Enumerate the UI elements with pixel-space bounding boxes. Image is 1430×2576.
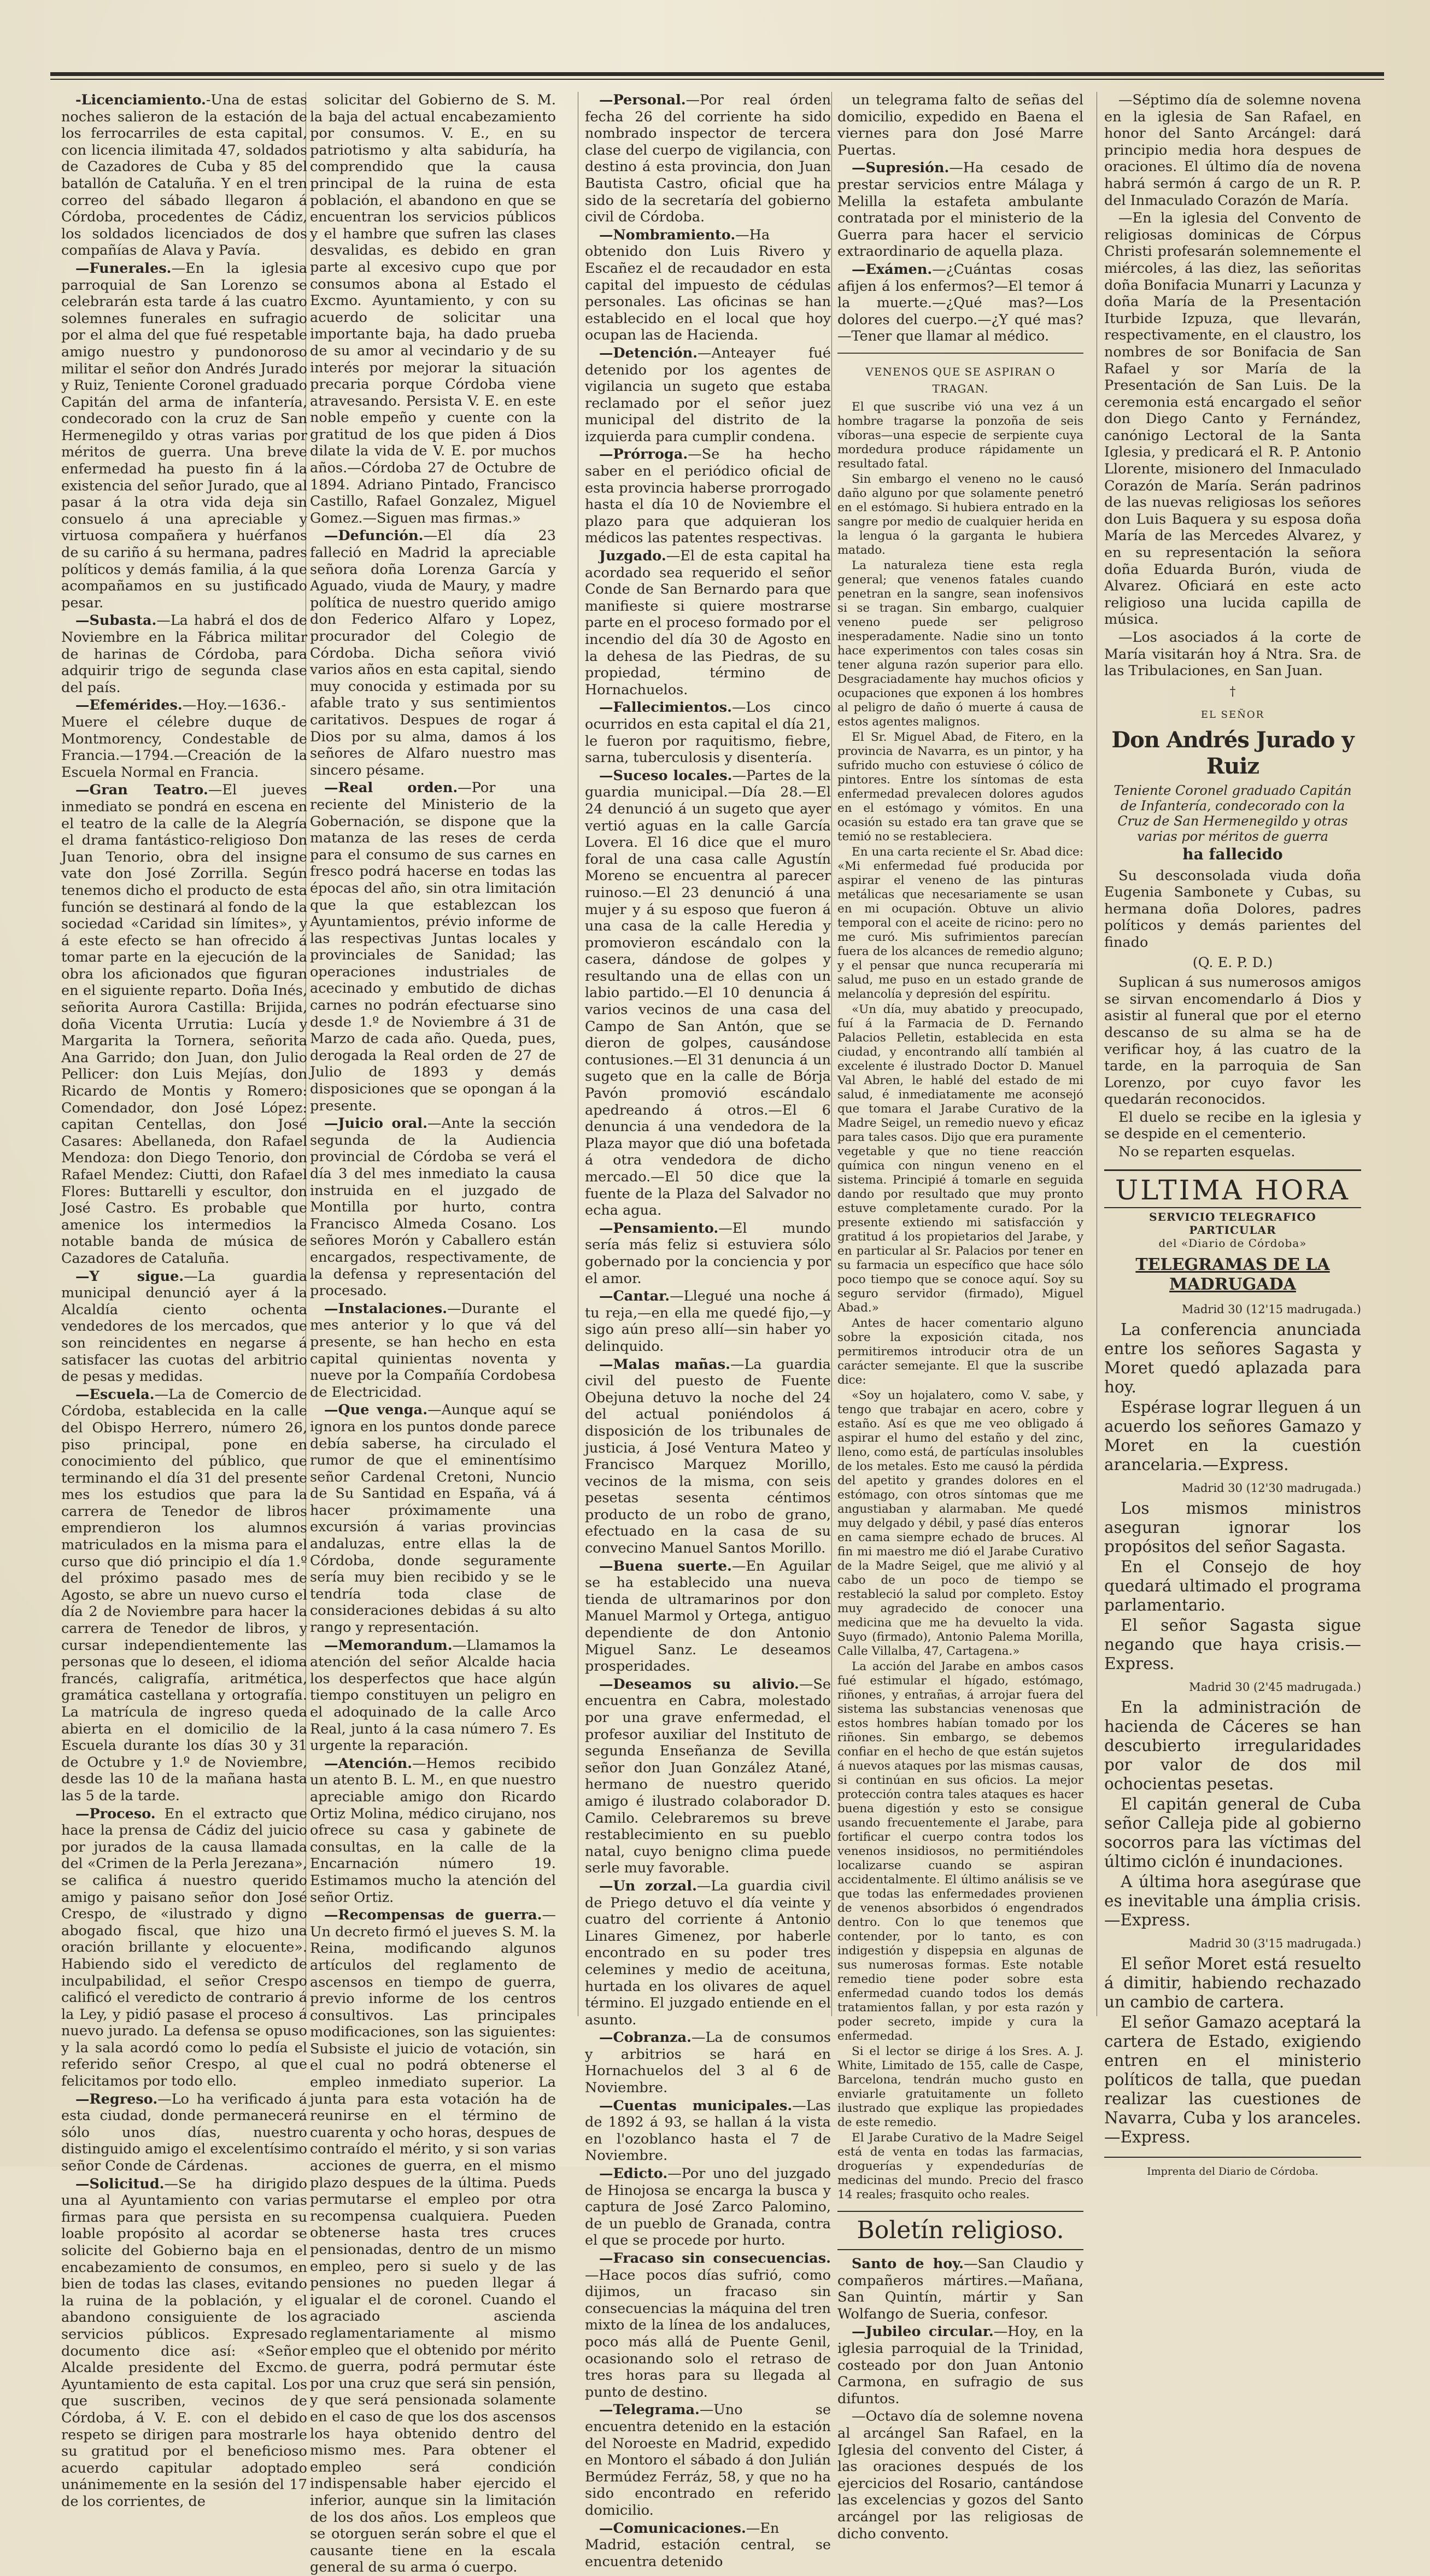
el-senor-label: EL SEÑOR <box>1200 709 1265 721</box>
news-item-text: —La habrá el dos de Noviembre en la Fábrica militar de harinas de Córdoba, para adquirir trigo de segunda clase del país. <box>61 612 307 696</box>
news-item-text: solicitar del Gobierno de S. M. la baja del actual encabezamiento por consumos. V. E., en su patriotismo y alta sabiduría, ha comprendido que la causa principal de la ruina de esta población, el abandono en que se encuentran los servicios públicos y el hambre que sufren las clases desvalidas, es debido en gran parte al excesivo cupo que por consumos abona al Estado el Excmo. Ayuntamiento, y con su acuerdo de solicitar una importante baja, ha dado prueba de su amor al vecindario y de su interés por mejorar la situación precaria porque Córdoba viene atravesando. Persista V. E. en este noble empeño y cuente con la gratitud de los que piden á Dios dilate la vida de V. E. por muchos años.—Córdoba 27 de Octubre de 1894. Adriano Pintado, Francisco Castillo, Rafael Gonzalez, Miguel Gomez.—Siguen mas firmas.» <box>310 92 556 526</box>
no-esquelas-text: No se reparten esquelas. <box>1118 1144 1296 1161</box>
news-item-heading: —Defunción. <box>324 528 424 545</box>
news-item-text: —Anteayer fué detenido por los agentes de vigilancia un sugeto que estaba reclamado por el señor juez municipal del distrito de la izquierda para cumplir condena. <box>585 344 831 445</box>
ultima-hora-title: ULTIMA HORA <box>1115 1174 1350 1206</box>
news-item <box>585 1878 831 2028</box>
column-4 <box>837 92 1083 2542</box>
news-item-heading: —Buena suerte. <box>599 1558 732 1574</box>
news-item-heading: —Funerales. <box>75 260 172 277</box>
news-item-heading: —Efemérides. <box>75 697 183 714</box>
news-item <box>310 528 556 778</box>
cross-icon: † <box>1229 684 1236 699</box>
venenos-paragraph: El Sr. Miguel Abad, de Fitero, en la provincia de Navarra, es un pintor, y ha sufrido mucho con estuviese ó cólico de pintores. Entre los síntomas de esta enfermedad prevalecen dolores agudos en el estómago y vómitos. En una ocasión su estado era tan grave que se temió no se restableciera. <box>837 730 1083 844</box>
news-item-text: —Los asociados á la corte de María visitarán hoy á Ntra. Sra. de las Tribulaciones, en San Juan. <box>1104 629 1361 680</box>
news-item <box>837 2323 1083 2407</box>
news-item-heading: —Exámen. <box>852 261 933 278</box>
news-item-text: —La de Comercio de Córdoba, establecida en la calle del Obispo Herrero, número 26, piso principal, pone en conocimiento del público, que terminando el día 31 del presente mes los estudios que para la carrera de Tenedor de libros emprendieron los alumnos matriculados en la misma para el curso que dió principio el día 1.º del próximo pasado mes de Agosto, se abre un nuevo curso el día 2 de Noviembre para hacer la carrera de Tenedor de libros, y cursar independientemente las personas que lo deseen, el idioma francés, caligrafía, aritmética, gramática castellana y ortografía. La matrícula de ingreso queda abierta en el domicilio de la Escuela durante los días 30 y 31 de Octubre y 1.º de Noviembre, desde las 10 de la mañana hasta las 5 de la tarde. <box>61 1386 307 1804</box>
venenos-paragraph: Sin embargo el veneno no le causó daño alguno por que solamente penetró en el estómago. Si hubiera entrado en la sangre por medio de cualquier herida en la lengua ó la garganta le hubiera matado. <box>837 472 1083 558</box>
venenos-paragraph: La acción del Jarabe en ambos casos fué estimular el hígado, estómago, riñones, y entrañas, á arrojar fuera del sistema las substancias venenosas que estos hombres habían tomado por los riñones. Sin embargo, se debemos confiar en el hecho de que están sujetos á nuevos ataques por las mismas causas, si continúan en sus oficios. La mejor protección contra tales ataques es hacer buena digestión y esto se consigue usando frecuentemente el Jarabe, para fortificar el cuerpo contra todos los venenos insidiosos, no permitiéndoles localizarse cuando se aspiran accidentalmente. El último análisis se ve que todas las enfermedades provienen de venenos absorbidos ó engendrados dentro. Con lo que tenemos que contender, por lo tanto, es con indigestión y dispepsia en algunas de sus numerosas formas. Este notable remedio tiene poder sobre esta enfermedad cuando todos los demás tratamientos fallan, y por esta razón y poder secreto, impide y cura la enfermedad. <box>837 1660 1083 2044</box>
top-double-rule <box>50 72 1384 80</box>
news-item <box>61 612 307 696</box>
news-item <box>837 2408 1083 2542</box>
news-item-heading: —Comunicaciones. <box>599 2520 746 2537</box>
news-item <box>310 1755 556 1906</box>
column-2 <box>310 92 556 2576</box>
news-item <box>837 2256 1083 2322</box>
news-item <box>310 1402 556 1636</box>
news-item-heading: —Real orden. <box>324 780 458 797</box>
news-item <box>585 1356 831 1557</box>
deceased-title: Teniente Coronel graduado Capitán de Infantería, condecorado con la Cruz de San Hermenegildo y otras varias por méritos de guerra <box>1113 782 1352 844</box>
news-item-heading: —Solicitud. <box>75 2175 165 2192</box>
news-item-text: —Ante la sección segunda de la Audiencia provincial de Córdoba se verá el día 3 del mes inmediato la causa instruida en el juzgado de Montilla por hurto, contra Francisco Almeda Cosano. Los señores Morón y Caballero están encargados, respectivamente, de la defensa y representación del procesado. <box>310 1115 556 1299</box>
boletin-religioso-heading: Boletín religioso. <box>837 2211 1083 2250</box>
news-item <box>585 2520 831 2571</box>
news-item-heading: —Cantar. <box>599 1288 670 1305</box>
news-item <box>1104 629 1361 680</box>
news-item-text: —Llamamos la atención del señor Alcalde hacia los desperfectos que hace algún tiempo constituyen un peligro en el adoquinado de la calle Arco Real, junto á la casa número 7. Es urgente la reparación. <box>310 1637 556 1754</box>
news-item <box>585 2165 831 2249</box>
rip-label: (Q. E. P. D.) <box>1192 954 1273 971</box>
news-item-text: —El jueves inmediato se pondrá en escena en el teatro de la calle de la Alegría el drama fantástico-religioso Don Juan Tenorio, obra del insigne vate don José Zorrilla. Según tenemos dicho el producto de esta función se destinará al fondo de la sociedad «Caridad sin límites», y á este efecto se han ofrecido á tomar parte en la ejecución de la obra los aficionados que figuran en el siguiente reparto. Doña Inés, señorita Aurora Castilla: Brijida, doña Vicenta Urrutia: Lucía y Margarita la Tornera, señorita Ana Garrido; don Juan, don Julio Pellicer: don Luis Mejías, don Ricardo de Montis y Romero: Comendador, don José López: capitan Centellas, don José Casares: Abellaneda, don Rafael Mendoza: don Diego Tenorio, don Rafael Mendez: Ciutti, don Rafael Flores: Buttarelli y escultor, don José Castro. Es probable que amenice los intermedios la notable banda de música de Cazadores de Cataluña. <box>61 782 307 1267</box>
column-1 <box>61 92 307 2510</box>
news-item-text: —Partes de la guardia municipal.—Día 28.—El 24 denunció á un sugeto que ayer vertió aguas en la calle García Lovera. El 16 dice que el muro foral de una casa calle Agustín Moreno se encuentra al parecer ruinoso.—El 23 denunció á una mujer y á su esposo que fueron á una casa de la calle Heredia y promovieron escándalo con la casera, dándose de golpes y resultando una de ellas con un labio partido.—El 10 denuncia á varios vecinos de una casa del Campo de San Antón, que se dieron de golpes, causándose contusiones.—El 31 denuncia á un sugeto que en la calle de Bórja Pavón promovió escándalo apedreando á otros.—El 6 denuncia á una vendedora de la Plaza mayor que dió una bofetada á otra vendedora de dicho mercado.—El 50 dice que la fuente de la Plaza del Salvador no echa agua. <box>585 767 831 1219</box>
news-item-text: —En la iglesia parroquial de San Lorenzo se celebrarán esta tarde á las cuatro solemnes funerales en sufragio por el alma del que fué respetable amigo nuestro y pundonoroso militar el señor don Andrés Jurado y Ruiz, Teniente Coronel graduado Capitán del arma de infantería, condecorado con la cruz de San Hermenegildo y otras varias por méritos de guerra. Una breve enfermedad ha puesto fin á la existencia del señor Jurado, que al pasar á la otra vida deja sin consuelo á una apreciable y virtuosa compañera y huérfanos de su cariño á su hermana, padres políticos y demás familia, á la que acompañamos en su justificado pesar. <box>61 260 307 611</box>
telegram-text: A última hora asegúrase que es inevitable una ámplia crisis.—Express. <box>1104 1872 1361 1929</box>
news-item-text: —En Aguilar se ha establecido una nueva tienda de ultramarinos por don Manuel Marmol y Ortega, antiguo dependiente de don Antonio Miguel Sanz. Le deseamos prosperidades. <box>585 1558 831 1675</box>
funeral-request: Suplican á sus numerosos amigos se sirvan encomendarlo á Dios y asistir al funeral que por el eterno descanso de su alma se ha de verificar hoy, á las cuatro de la tarde, en la parroquia de San Lorenzo, por cuyo favor les quedarán reconocidos. <box>1104 974 1361 1108</box>
news-item-heading: —Regreso. <box>75 2091 158 2107</box>
telegram-text: Los mismos ministros aseguran ignorar los propósitos del señor Sagasta. <box>1104 1498 1361 1556</box>
news-item <box>61 2176 307 2510</box>
news-item <box>310 1301 556 1401</box>
news-item <box>310 1907 556 2576</box>
news-item-heading: —Personal. <box>599 92 686 108</box>
telegram-text: En la administración de hacienda de Cáceres se han descubierto irregularidades por valor de dos mil ochocientas pesetas. <box>1104 1697 1361 1793</box>
news-item <box>585 2029 831 2096</box>
news-item-heading: —Escuela. <box>75 1386 155 1403</box>
news-item <box>61 260 307 611</box>
telegram-text: El señor Gamazo aceptará la cartera de Estado, exigiendo entren en el ministerio políticos de talla, que puedan realizar las cuestiones de Navarra, Cuba y los aranceles.—Express. <box>1104 2012 1361 2146</box>
news-item-text: —Hoy.—1636.-Muere el célebre duque de Montmorency, Condestable de Francia.—1794.—Creación de la Escuela Normal en Francia. <box>61 697 307 781</box>
telegram-text: Espérase lograr lleguen á un acuerdo los señores Gamazo y Moret en la cuestión arancelaria.—Express. <box>1104 1397 1361 1474</box>
news-item-text: —Aunque aquí se ignora en los puntos donde parece debía saberse, ha circulado el rumor de que el eminentísimo señor Cardenal Cretoni, Nuncio de Su Santidad en España, vá á hacer próximamente una excursión á varias provincias andaluzas, entre ellas la de Córdoba, donde seguramente sería muy bien recibido y se le tendría toda clase de consideraciones debidas á su alto rango y representación. <box>310 1402 556 1636</box>
news-item-heading: —Recompensas de guerra. <box>324 1907 542 1924</box>
telegram-dateline: Madrid 30 (3'15 madrugada.) <box>1189 1936 1361 1950</box>
boletin-religioso-content <box>837 2256 1083 2542</box>
news-item-text: —Por una reciente del Ministerio de la Gobernación, se dispone que la matanza de las reses de cerda para el consumo de sus carnes en fresco podrá hacerse en todas las épocas del año, sin otra limitación que la que establezcan los Ayuntamientos, prévio informe de las respectivas Juntas locales y provinciales de Sanidad; las operaciones industriales de acecinado y embutido de dichas carnes no podrán efectuarse sino desde 1.º de Noviembre á 31 de Marzo de cada año. Queda, pues, derogada la Real orden de 27 de Julio de 1893 y demás disposiciones que se opongan á la presente. <box>310 780 556 1114</box>
news-item <box>585 2402 831 2519</box>
news-item-text: —La de consumos y arbitrios se hará en Hornachuelos del 3 al 6 de Noviembre. <box>585 2029 831 2097</box>
news-item <box>837 261 1083 345</box>
telegram-text: El capitán general de Cuba señor Calleja pide al gobierno socorros para las víctimas del último ciclón é inundaciones. <box>1104 1794 1361 1871</box>
news-item-text: —Hoy, en la iglesia parroquial de la Trinidad, costeado por don Juan Antonio Carmona, en sufragio de sus difuntos. <box>837 2323 1083 2407</box>
news-item-text: —Se encuentra en Cabra, molestado por una grave enfermedad, el profesor auxiliar del Instituto de segunda Enseñanza de Sevilla señor don Juan González Atané, hermano de nuestro querido amigo é ilustrado colaborador D. Camilo. Celebraremos su breve restablecimiento en su pueblo natal, cuyo benigno clima puede serle muy favorable. <box>585 1676 831 1877</box>
telegram-text: El señor Moret está resuelto á dimitir, habiendo rechazado un cambio de cartera. <box>1104 1954 1361 2011</box>
news-item-heading: —Instalaciones. <box>324 1300 448 1317</box>
telegram-text: El señor Sagasta sigue negando que haya crisis.—Express. <box>1104 1615 1361 1673</box>
column-5 <box>1104 92 1361 2177</box>
news-item <box>1104 92 1361 209</box>
news-item-heading: —Fallecimientos. <box>599 699 732 716</box>
news-item-heading: —Atención. <box>324 1755 413 1772</box>
news-item-heading: —Telegrama. <box>599 2402 700 2419</box>
news-item-text: —Durante el mes anterior y lo que vá del presente, se han hecho en esta capital quinientas noventa y nueve por la Compañía Cordobesa de Electricidad. <box>310 1300 556 1401</box>
news-item-heading: —Detención. <box>599 344 698 361</box>
news-item-text: —Por real órden fecha 26 del corriente ha sido nombrado inspector de tercera clase del cuerpo de vigilancia, con destino á esta provincia, don Juan Bautista Castro, oficial que ha sido de la secretaría del gobierno civil de Córdoba. <box>585 92 831 226</box>
news-item-text: —La guardia municipal denunció ayer á la Alcaldía ciento ochenta vendedores de los mercados, que son reincidentes en negarse á satisfacer las cuotas del arbitrio de pesas y medidas. <box>61 1268 307 1385</box>
column-divider <box>831 92 832 2016</box>
news-item <box>585 2250 831 2401</box>
news-item-heading: —Y sigue. <box>75 1268 184 1285</box>
news-item-heading: —Cobranza. <box>599 2029 692 2046</box>
news-item-heading: —Malas mañas. <box>599 1356 730 1373</box>
news-item-text: —Ha obtenido don Luis Rivero y Escañez el de recaudador en esta capital del impuesto de cédulas personales. Las oficinas se han establecido en el local que hoy ocupan las de Hacienda. <box>585 226 831 344</box>
news-item-heading: —Subasta. <box>75 612 157 629</box>
ultima-hora-header <box>1104 1169 1361 1208</box>
news-item-heading: —Deseamos su alivio. <box>599 1676 799 1693</box>
news-item-text: —San Claudio y compañeros mártires.—Mañana, San Quintín, mártir y San Wolfango de Sueria, confesor. <box>837 2256 1083 2322</box>
venenos-paragraph: El que suscribe vió una vez á un hombre tragarse la ponzoña de seis víboras—una especie de serpiente cuya mordedura produce rápidamente un resultado fatal. <box>837 400 1083 471</box>
news-item <box>585 699 831 766</box>
news-item <box>585 345 831 446</box>
news-item-text: —Llegué una noche á tu reja,—en ella me quedé fijo,—y sigo aún preso allí—sin haber yo delinquido. <box>585 1288 831 1355</box>
news-item-heading: —Supresión. <box>852 160 950 177</box>
news-item-text: —Las de 1892 á 93, se hallan á la vista en l'ozoblanco hasta el 7 de Noviembre. <box>585 2097 831 2164</box>
telegram-news <box>1104 1300 1361 2147</box>
news-item <box>61 1386 307 1805</box>
news-item-text: —Séptimo día de solemne novena en la iglesia de San Rafael, en honor del Santo Arcángel: dará principio media hora despues de oraciones. El último día de novena habrá sermón á cargo de un R. P. del Inmaculado Corazón de María. <box>1104 92 1361 209</box>
news-item-text: —Ha cesado de prestar servicios entre Málaga y Melilla la estafeta ambulante contratada por el ministerio de la Guerra para hacer el servicio extraordinario de aquella plaza. <box>837 160 1083 260</box>
news-item <box>61 92 307 259</box>
news-item-heading: —Que venga. <box>324 1402 428 1419</box>
fallecido-label: ha fallecido <box>1182 845 1283 863</box>
imprenta-footer: Imprenta del Diario de Córdoba. <box>1104 2157 1361 2180</box>
news-item-text: un telegrama falto de señas del domicilio, expedido en Baena el viernes para don José Marre Puertas. <box>837 92 1083 159</box>
venenos-paragraph: La naturaleza tiene esta regla general; que venenos fatales cuando penetran en la sangre, sean inofensivos si se tragan. Sin embargo, cualquier veneno puede ser peligroso inesperadamente. Nadie sino un tonto hace experimentos con tales cosas sin tener alguna razón superior para ello. Desgraciadamente hay muchos oficios y ocupaciones que exponen á los hombres al peligro de daño ó muerte á causa de estos agentes malignos. <box>837 559 1083 729</box>
news-item-text: —Un decreto firmó el jueves S. M. la Reina, modificando algunos artículos del reglamento de ascensos en tiempo de guerra, previo informe de los centros consultivos. Las principales modificaciones, son las siguientes: Subsiste el juicio de votación, sin el cual no podrá obtenerse el empleo inmediato superior. La junta para esta votación ha de reunirse en el término de cuarenta y ocho horas, despues de contraído el mérito, y si son varias acciones de guerra, en el mismo plazo despues de la última. Pueds permutarse el empleo por otra recompensa cualquiera. Pueden obtenerse hasta tres cruces pensionadas, dentro de un mismo empleo, pero si suelo y de las pensiones no pueden llegar á igualar el de coronel. Cuando el agraciado ascienda reglamentariamente al mismo empleo que el obtenido por mérito de guerra, podrá permutar éste por una cruz que será sin pensión, y que será pensionada solamente en el caso de que los dos ascensos los haya obtenido dentro del mismo mes. Para obtener el empleo será condición indispensable haber ejercido el inferior, aunque sin la limitación de los dos años. Los empleos que se otorguen serán sobre el que el causante tiene en la escala general de su arma ó cuerpo. <box>310 1907 556 2576</box>
news-item <box>61 1806 307 2090</box>
news-item <box>837 160 1083 260</box>
news-item-text: —Hace pocos días sufrió, como dijimos, un fracaso sin consecuencias la máquina del tren mixto de la línea de los andaluces, poco más allá de Puente Genil, ocasionando solo el retraso de tres horas para su llegada al punto de destino. <box>585 2267 831 2401</box>
news-item-text: -Una de estas noches salieron de la estación de los ferrocarriles de esta capital, con licencia ilimitada 47, soldados de Cazadores de Cuba y 85 del batallón de Cataluña. Y en el tren correo del sábado llegaron á Córdoba, procedentes de Cádiz, los soldados licenciados de dos compañías de Alava y Pavía. <box>61 92 307 259</box>
news-item <box>1104 210 1361 628</box>
venenos-paragraph: Antes de hacer comentario alguno sobre la exposición citada, nos permitiremos introducir otra de un carácter semejante. El que la suscribe dice: <box>837 1316 1083 1387</box>
news-item-text: —Hemos recibido un atento B. L. M., en que nuestro apreciable amigo don Ricardo Ortiz Molina, médico cirujano, nos ofrece su casa y gabinete de consultas, en la calle de la Encarnación número 19. Estimamos mucho la atención del señor Ortiz. <box>310 1755 556 1906</box>
telegram-dateline: Madrid 30 (12'30 madrugada.) <box>1181 1481 1361 1495</box>
news-item <box>585 227 831 344</box>
news-item <box>585 1558 831 1675</box>
news-item-text: —Se ha hecho saber en el periódico oficial de esta provincia haberse prorrogado hasta el día 10 de Noviembre el plazo para que adquieran los médicos las patentes respectivas. <box>585 446 831 547</box>
news-item-heading: —Cuentas municipales. <box>599 2097 793 2114</box>
news-item <box>61 2091 307 2175</box>
news-item-heading: Juzgado. <box>599 548 666 565</box>
news-item-text: —El mundo sería más feliz si estuviera sólo gobernado por la conciencia y por el amor. <box>585 1220 831 1287</box>
news-item-text: —Octavo día de solemne novena al arcángel San Rafael, en la Iglesia del convento del Cister, á las oraciones después de los ejercicios del Rosario, cantándose las excelencias y gozos del Santo arcángel por las religiosas de dicho convento. <box>837 2408 1083 2542</box>
news-item-text: —Lo ha verificado á esta ciudad, donde permanecerá sólo unos días, nuestro distinguido amigo el excelentísimo señor Conde de Cárdenas. <box>61 2091 307 2175</box>
news-item <box>585 1676 831 1877</box>
news-item <box>310 1637 556 1754</box>
telegram-dateline: Madrid 30 (2'45 madrugada.) <box>1189 1680 1361 1694</box>
news-item-text: En el extracto que hace la prensa de Cádiz del juicio por jurados de la causa llamada del «Crimen de la Perla Jerezana», se califica á nuestro querido amigo y paisano señor don José Crespo, de «ilustrado y digno abogado fiscal, que hizo una oración brillante y elocuente». Habiendo sido el veredicto de inculpabilidad, el señor Crespo calificó el veredicto de contrario á la Ley, y pidió pasase el proceso á nuevo jurado. La defensa se opuso y la sala acordó como lo pedía el referido señor Crespo, al que felicitamos por todo ello. <box>61 1805 307 2090</box>
news-item-heading: —Gran Teatro. <box>75 782 208 799</box>
news-item <box>585 92 831 226</box>
news-item <box>585 548 831 698</box>
news-item-text: —Por uno del juzgado de Hinojosa se encarga la busca y captura de José Zarco Palomino, de un pueblo de Granada, contra el que se procede por hurto. <box>585 2165 831 2249</box>
news-item <box>585 1288 831 1355</box>
news-item <box>61 782 307 1267</box>
news-item-heading: —Memorandum. <box>324 1637 453 1654</box>
death-notice <box>1104 684 1361 1161</box>
news-item-text: —Uno se encuentra detenido en la estación del Noroeste en Madrid, expedido en Montoro el sábado á don Julián Bermúdez Ferráz, 58, y que no ha sido encontrado en referido domicilio. <box>585 2402 831 2519</box>
news-item-heading: Santo de hoy. <box>852 2256 964 2273</box>
venenos-paragraph: En una carta reciente el Sr. Abad dice: «Mi enfermedad fué producida por aspirar el veneno de las pinturas metálicas que necesariamente se usan en mi ocupación. Obtuve un alivio temporal con el aceite de ricino: pero no me curó. Mis sufrimientos parecían fuera de los alcances de remedio alguno; y el pensar que nunca recuperaría mi salud, me puso en un estado grande de melancolía y depresión del espíritu. <box>837 845 1083 1002</box>
news-item-heading: —Nombramiento. <box>599 226 736 243</box>
news-item-heading: —Prórroga. <box>599 446 688 463</box>
column-3 <box>585 92 831 2570</box>
news-item-heading: —Edicto. <box>599 2165 668 2182</box>
news-item-heading: —Fracaso sin consecuencias. <box>599 2250 831 2267</box>
venenos-paragraph: «Soy un hojalatero, como V. sabe, y tengo que trabajar en acero, cobre y estaño. Así es que me veo obligado á aspirar el humo del estaño y del zinc, lleno, como está, de partículas insolubles de los metales. Esto me causó la pérdida del apetito y grandes dolores en el estómago, con otros síntomas que me angustiaban y alarmaban. Me quedé muy delgado y débil, y pasé días enteros en cama siempre echado de bruces. Al fin mi maestro me dió el Jarabe Curativo de la Madre Seigel, que me alivió y al cabo de un poco de tiempo se restableció la salud por completo. Estoy muy agradecido de conocer una medicina que me ha devuelto la vida. Suyo (firmado), Antonio Palema Morilla, Calle Villalba, 47, Cartagena.» <box>837 1389 1083 1659</box>
news-item-text: —¿Cuántas cosas afijen á los enfermos?—El temor á la muerte.—¿Qué mas?—Los dolores del cuerpo.—¿Y qué mas?—Tener que llamar al médico. <box>837 261 1083 345</box>
news-item <box>310 92 556 526</box>
news-item <box>310 780 556 1114</box>
venenos-paragraph: Si el lector se dirige á los Sres. A. J. White, Limitado de 155, calle de Caspe, Barcelona, tendrán mucho gusto en enviarle gratuitamente un folleto ilustrado que explique las propiedades de este remedio. <box>837 2045 1083 2130</box>
news-item <box>837 92 1083 159</box>
news-item-heading: -Licenciamiento. <box>75 92 206 108</box>
news-item-text: —En Madrid, estación central, se encuentra detenido <box>585 2520 831 2570</box>
news-item-text: —En la iglesia del Convento de religiosas dominicas de Córpus Christi profesarán solemnemente el miércoles, á las diez, las señoritas doña Bonifacia Munarri y Lacunza y doña María de la Presentación Iturbide Izpuza, que llevarán, respectivamente, en el claustro, los nombres de sor Bonifacia de San Rafael y sor María de la Presentación de San Luis. De la ceremonia está encargado el señor don Diego Canto y Fernández, canónigo Lectoral de la Santa Iglesia, y predicará el R. P. Antonio Llorente, misionero del Inmaculado Corazón de María. Serán padrinos de las nuevas religiosas los señores don Luis Baquera y su esposa doña María de las Mercedes Alvarez, y en su representación la señora doña Eduarda Burón, viuda de Alvarez. Oficiará en este acto religioso una lucida capilla de música. <box>1104 210 1361 628</box>
news-item <box>310 1115 556 1299</box>
news-item <box>585 768 831 1219</box>
news-item <box>585 446 831 547</box>
venenos-article <box>837 400 1083 2202</box>
news-item-heading: —Pensamiento. <box>599 1220 719 1237</box>
telegram-dateline: Madrid 30 (12'15 madrugada.) <box>1181 1302 1361 1316</box>
news-item-text: —La guardia civil de Priego detuvo el día veinte y cuatro del corriente á Antonio Linares Gimenez, por haberle encontrado en su poder tres celemines y medio de aceituna, hurtada en los olivares de aquel término. El juzgado entiende en el asunto. <box>585 1877 831 2028</box>
telegram-text: La conferencia anunciada entre los señores Sagasta y Moret quedó aplazada para hoy. <box>1104 1320 1361 1396</box>
venenos-paragraph: El Jarabe Curativo de la Madre Seigel está de venta en todas las farmacias, droguerías y expendedurías de medicinas del mundo. Precio del frasco 14 reales; frasquito ocho reales. <box>837 2131 1083 2202</box>
telegram-text: En el Consejo de hoy quedará ultimado el programa parlamentario. <box>1104 1557 1361 1614</box>
news-item <box>61 1268 307 1385</box>
telegramas-heading: TELEGRAMAS DE LA MADRUGADA <box>1135 1255 1330 1294</box>
news-item <box>585 1220 831 1287</box>
duelo-text: El duelo se recibe en la iglesia y se despide en el cementerio. <box>1104 1109 1361 1143</box>
news-item-heading: —Suceso locales. <box>599 767 732 784</box>
venenos-paragraph: «Un día, muy abatido y preocupado, fuí á la Farmacia de D. Fernando Palacios Pelletin, establecida en esta ciudad, y encontrando allí también al excelente é ilustrado Doctor D. Manuel Val Abren, le hablé del estado de mi salud, é inmediatamente me aconsejó que tomara el Jarabe Curativo de la Madre Seigel, un remedio nuevo y eficaz para tales casos. Dijo que era puramente vegetable y que no tiene reacción química con ningun veneno en el sistema. Principié á tomarle en seguida dando por resultado que muy pronto estuve completamente curado. Por la presente extiendo mi satisfacción y gratitud á los propietarios del Jarabe, y en particular al Sr. Palacios por tener en su farmacia un específico que hace sólo poco tiempo que se conoce aquí. Soy su seguro servidor (firmado), Miguel Abad.» <box>837 1003 1083 1315</box>
news-item-heading: —Jubileo circular. <box>852 2323 994 2340</box>
news-item-text: —Se ha dirigido una al Ayuntamiento con varias firmas para que persista en su loable propósito al acordar se solicite del Gobierno baja en el encabezamiento de consumos, en bien de todas las clases, evitando la ruina de la población, y el abandono consiguiente de los servicios públicos. Expresado documento dice así: «Señor Alcalde presidente del Excmo. Ayuntamiento de esta capital. Los que suscriben, vecinos de Córdoba, á V. E. con el debido respeto se dirigen para mostrarle su gratitud por el beneficioso acuerdo capitular adoptado unánimemente en la sesión del 17 de los corrientes, de <box>61 2175 307 2510</box>
mourners-text: Su desconsolada viuda doña Eugenia Sambonete y Cubas, su hermana doña Dolores, padres políticos y demás parientes del finado <box>1104 867 1361 951</box>
diario-cordoba-label: del «Diario de Córdoba» <box>1158 1236 1307 1250</box>
news-item-heading: —Proceso. <box>75 1805 156 1822</box>
venenos-heading: VENENOS QUE SE ASPIRAN O TRAGAN. <box>865 365 1056 395</box>
news-item-heading: —Un zorzal. <box>599 1877 697 1894</box>
news-item-text: —El de esta capital ha acordado sea requerido el señor Conde de San Bernardo para que manifieste si quiere mostrarse parte en el proceso formado por el incendio del día 30 de Agosto en la dehesa de las Piedras, de su propiedad, término de Hornachuelos. <box>585 548 831 698</box>
news-item-text: —La guardia civil del puesto de Fuente Obejuna detuvo la noche del 24 del actual poniéndolos á disposición de los tribunales de justicia, á José Ventura Mateo y Francisco Marquez Morillo, vecinos de la misma, con seis pesetas sesenta céntimos producto de un robo de grano, efectuado en la casa de su convecino Manuel Santos Morillo. <box>585 1356 831 1557</box>
news-item <box>585 2098 831 2164</box>
news-item-text: —Los cinco ocurridos en esta capital el día 21, le fueron por raquitismo, fiebre, sarna, tuberculosis y disentería. <box>585 699 831 766</box>
news-item-heading: —Juicio oral. <box>324 1115 427 1132</box>
separator-rule <box>837 353 1083 354</box>
deceased-name: Don Andrés Jurado y Ruiz <box>1111 727 1354 779</box>
news-item <box>61 697 307 781</box>
news-item-text: —El día 23 falleció en Madrid la apreciable señora doña Lorenza García y Aguado, viuda de Maury, y madre política de nuestro querido amigo don Federico Alfaro y Lopez, procurador del Colegio de Córdoba. Dicha señora vivió varios años en esta capital, siendo muy conocida y estimada por su afable trato y sus sentimientos caritativos. Despues de rogar á Dios por su alma, damos á los señores de Alfaro nuestro mas sincero pésame. <box>310 528 556 778</box>
servicio-telegrafico-label: SERVICIO TELEGRAFICO PARTICULAR <box>1149 1210 1316 1237</box>
